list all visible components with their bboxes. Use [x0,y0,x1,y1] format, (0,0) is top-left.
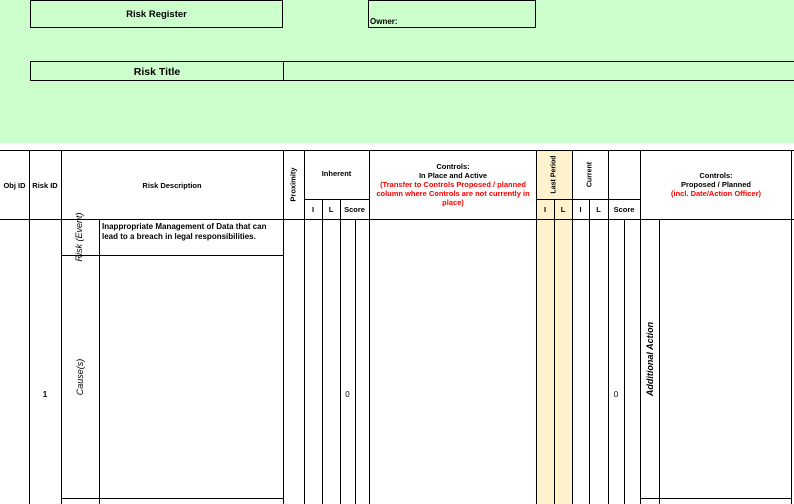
causes-label: Cause(s) [75,358,85,396]
col-header-last-period-l: L [560,205,566,214]
col-header-controls-in-place [372,162,534,207]
col-divider [322,199,323,504]
col-header-inherent-score: Score [344,205,365,214]
col-divider [554,199,555,504]
col-header-current: Current [586,161,594,188]
col-divider [572,150,573,504]
owner-label: Owner: [370,17,398,26]
col-divider [304,150,305,504]
controls-in-place-title: Controls: [436,162,470,171]
risk-event-text[interactable]: Inappropriate Management of Data that can lead to a breach in legal responsibilities. [102,222,267,241]
col-divider [369,150,370,504]
current-score-value[interactable]: 0 [613,390,619,399]
risk-event-divider [61,255,283,256]
causes-bottom-divider [61,498,283,499]
controls-proposed-title: Controls: [699,171,733,180]
col-header-controls-proposed [642,171,790,198]
col-header-risk-description: Risk Description [142,181,202,190]
score-inner-divider [355,220,356,504]
additional-action-label: Additional Action [645,321,655,397]
col-divider [640,150,641,504]
header-bottom-border [0,219,794,220]
controls-proposed-subtitle: Proposed / Planned [680,180,751,189]
action-label-divider [659,220,660,504]
risk-title-field[interactable] [283,61,794,81]
owner-field[interactable] [368,0,536,28]
col-divider [536,150,537,504]
col-header-risk-id: Risk ID [32,181,58,190]
risk-register-title-box [30,0,283,28]
inherent-score-value[interactable]: 0 [345,390,350,399]
action-bottom-divider [640,498,792,499]
col-header-last-period: Last Period [550,155,558,194]
subheader-divider [304,199,370,200]
col-header-current-score: Score [613,205,635,214]
risk-event-label: Risk (Event) [74,212,84,262]
risk-register-label: Risk Register [126,9,187,20]
col-divider [608,150,609,504]
risk-label-divider [99,220,100,504]
col-header-inherent-l: L [328,205,334,214]
score-inner-divider [624,220,625,504]
col-header-current-i: I [579,205,582,214]
col-header-last-period-i: I [543,205,547,214]
risk-title-label: Risk Title [133,66,181,78]
col-header-inherent: Inherent [321,169,352,178]
risk-title-label-box [30,61,284,81]
row-risk-id[interactable]: 1 [42,390,48,399]
col-divider [283,150,284,504]
col-header-proximity: Proximity [288,167,298,202]
col-header-obj-id: Obj ID [3,181,26,190]
col-divider [29,150,30,504]
col-divider [61,150,62,504]
col-header-inherent-i: I [311,205,315,214]
col-divider [791,150,792,504]
col-divider [589,199,590,504]
col-header-current-l: L [596,205,601,214]
controls-proposed-note: (incl. Date/Action Officer) [670,189,761,198]
controls-in-place-subtitle: In Place and Active [418,171,488,180]
table-top-border [0,150,794,151]
controls-in-place-note: (Transfer to Controls Proposed / planned column where Controls are not currently in place) [376,180,530,207]
col-divider [340,199,341,504]
